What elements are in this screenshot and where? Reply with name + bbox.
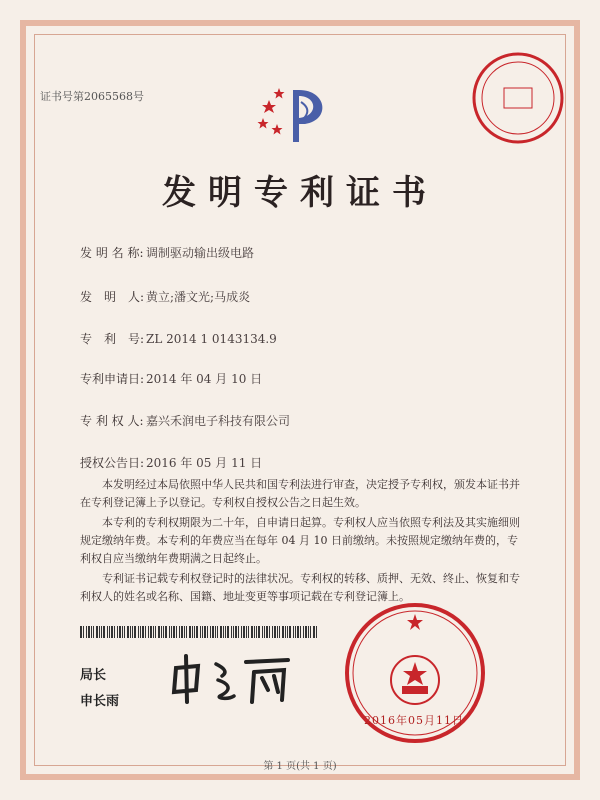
logo-star-1 [262, 100, 276, 113]
field-grant-date [80, 454, 262, 471]
barcode-bar [251, 626, 253, 638]
signature-title: 局长 [80, 668, 107, 683]
certificate-title: 发明专利证书 [162, 173, 438, 213]
barcode-bar [88, 626, 90, 638]
barcode-bar [165, 626, 167, 638]
field-patent-number [80, 330, 277, 347]
barcode-bar [91, 626, 92, 638]
barcode-bar [310, 626, 311, 638]
barcode-bar [145, 626, 146, 638]
barcode-bar [171, 626, 172, 638]
barcode-bar [243, 626, 245, 638]
barcode-bar [235, 626, 237, 638]
barcode-bar [161, 626, 162, 638]
field-value: 嘉兴禾润电子科技有限公司 [146, 414, 291, 428]
barcode-bar [119, 626, 121, 638]
barcode-bar [163, 626, 164, 638]
barcode-bar [293, 626, 294, 638]
barcode-bar [212, 626, 214, 638]
barcode-bar [122, 626, 123, 638]
barcode-bar [308, 626, 309, 638]
field-label: 专 利 权 人: [80, 414, 144, 428]
certificate-body [80, 476, 520, 608]
barcode-bar [207, 626, 208, 638]
body-paragraph: 专利证书记载专利权登记时的法律状况。专利权的转移、质押、无效、终止、恢复和专利权人的姓名或名称、国籍、地址变更等事项记载在专利登记簿上。 [80, 572, 520, 603]
barcode-bar [196, 626, 198, 638]
barcode-bar [217, 626, 218, 638]
barcode-bar [300, 626, 301, 638]
barcode-bar [215, 626, 216, 638]
barcode-bar [192, 626, 193, 638]
barcode-bar [313, 626, 315, 638]
barcode-bar [227, 626, 229, 638]
barcode-bar [140, 626, 141, 638]
barcode-bar [111, 626, 113, 638]
barcode-bar [256, 626, 257, 638]
barcode-bar [264, 626, 265, 638]
barcode-bar [138, 626, 139, 638]
barcode-bar [238, 626, 239, 638]
barcode-bar [142, 626, 144, 638]
barcode-bar [109, 626, 110, 638]
body-paragraph: 本专利的专利权期限为二十年，自申请日起算。专利权人应当依照专利法及其实施细则规定缴纳年费。本专利的年费应当在每年 04 月 10 日前缴纳。未按照规定缴纳年费的，专利权自应当缴纳年费期满之日起终止。 [80, 516, 520, 565]
barcode-bar [194, 626, 195, 638]
barcode [80, 626, 320, 638]
handwritten-signature [168, 650, 298, 710]
barcode-bar [86, 626, 87, 638]
field-value: 黄立;潘文光;马成炎 [146, 290, 251, 304]
barcode-bar [155, 626, 156, 638]
barcode-bar [103, 626, 105, 638]
barcode-bar [200, 626, 201, 638]
field-label: 专 利 号: [80, 332, 145, 346]
field-patentee [80, 412, 290, 429]
barcode-bar [204, 626, 206, 638]
logo-star-4 [272, 124, 283, 135]
barcode-bar [269, 626, 270, 638]
barcode-bar [303, 626, 304, 638]
barcode-bar [83, 626, 84, 638]
barcode-bar [262, 626, 263, 638]
field-value: 调制驱动输出级电路 [146, 246, 255, 260]
logo-bar [293, 90, 299, 142]
barcode-bar [241, 626, 242, 638]
barcode-bar [274, 626, 276, 638]
field-value: ZL 2014 1 0143134.9 [146, 332, 277, 346]
barcode-bar [295, 626, 296, 638]
barcode-bar [96, 626, 98, 638]
barcode-bar [99, 626, 100, 638]
barcode-bar [158, 626, 160, 638]
barcode-bar [134, 626, 136, 638]
barcode-bar [93, 626, 94, 638]
field-invention-name [80, 244, 254, 261]
barcode-bar [80, 626, 82, 638]
barcode-bar [231, 626, 232, 638]
barcode-bar [169, 626, 170, 638]
barcode-bar [189, 626, 191, 638]
barcode-bar [277, 626, 278, 638]
field-inventors [80, 288, 250, 305]
barcode-bar [266, 626, 268, 638]
patent-office-logo [255, 80, 345, 150]
barcode-bar [297, 626, 299, 638]
barcode-bar [272, 626, 273, 638]
logo-star-3 [258, 118, 269, 129]
field-label: 发 明 人: [80, 290, 145, 304]
barcode-bar [130, 626, 131, 638]
barcode-bar [186, 626, 187, 638]
barcode-bar [173, 626, 175, 638]
barcode-bar [279, 626, 280, 638]
barcode-bar [225, 626, 226, 638]
barcode-bar [258, 626, 260, 638]
seal-date: 2016年05月11日 [364, 714, 464, 727]
body-paragraph: 本发明经过本局依照中华人民共和国专利法进行审查，决定授予专利权，颁发本证书并在专利登记簿上予以登记。专利权自授权公告之日起生效。 [80, 478, 520, 509]
barcode-bar [223, 626, 224, 638]
barcode-bar [132, 626, 133, 638]
barcode-bar [117, 626, 118, 638]
field-label: 专利申请日: [80, 372, 145, 386]
barcode-bar [233, 626, 234, 638]
barcode-bar [220, 626, 222, 638]
page-number: 第 1 页(共 1 页) [263, 761, 337, 772]
barcode-bar [150, 626, 152, 638]
field-filing-date [80, 370, 262, 387]
barcode-bar [184, 626, 185, 638]
barcode-bar [282, 626, 284, 638]
barcode-bar [124, 626, 125, 638]
barcode-bar [316, 626, 317, 638]
field-label: 授权公告日: [80, 456, 145, 470]
barcode-bar [148, 626, 149, 638]
barcode-bar [101, 626, 102, 638]
logo-star-2 [274, 88, 285, 99]
barcode-bar [153, 626, 154, 638]
barcode-bar [287, 626, 288, 638]
barcode-bar [179, 626, 180, 638]
field-value: 2014 年 04 月 10 日 [146, 372, 263, 386]
barcode-bar [254, 626, 255, 638]
field-label: 发 明 名 称: [80, 246, 144, 260]
barcode-bar [176, 626, 177, 638]
certificate-number: 证书号第2065568号 [40, 90, 144, 103]
barcode-bar [248, 626, 249, 638]
barcode-bar [107, 626, 108, 638]
barcode-bar [202, 626, 203, 638]
barcode-bar [305, 626, 307, 638]
barcode-bar [127, 626, 129, 638]
top-right-seal [470, 50, 566, 146]
barcode-bar [210, 626, 211, 638]
barcode-bar [114, 626, 115, 638]
barcode-bar [246, 626, 247, 638]
signature-name: 申长雨 [80, 694, 120, 709]
barcode-bar [289, 626, 291, 638]
barcode-bar [285, 626, 286, 638]
seal-star-icon [407, 614, 423, 630]
barcode-bar [181, 626, 183, 638]
field-value: 2016 年 05 月 11 日 [146, 456, 263, 470]
